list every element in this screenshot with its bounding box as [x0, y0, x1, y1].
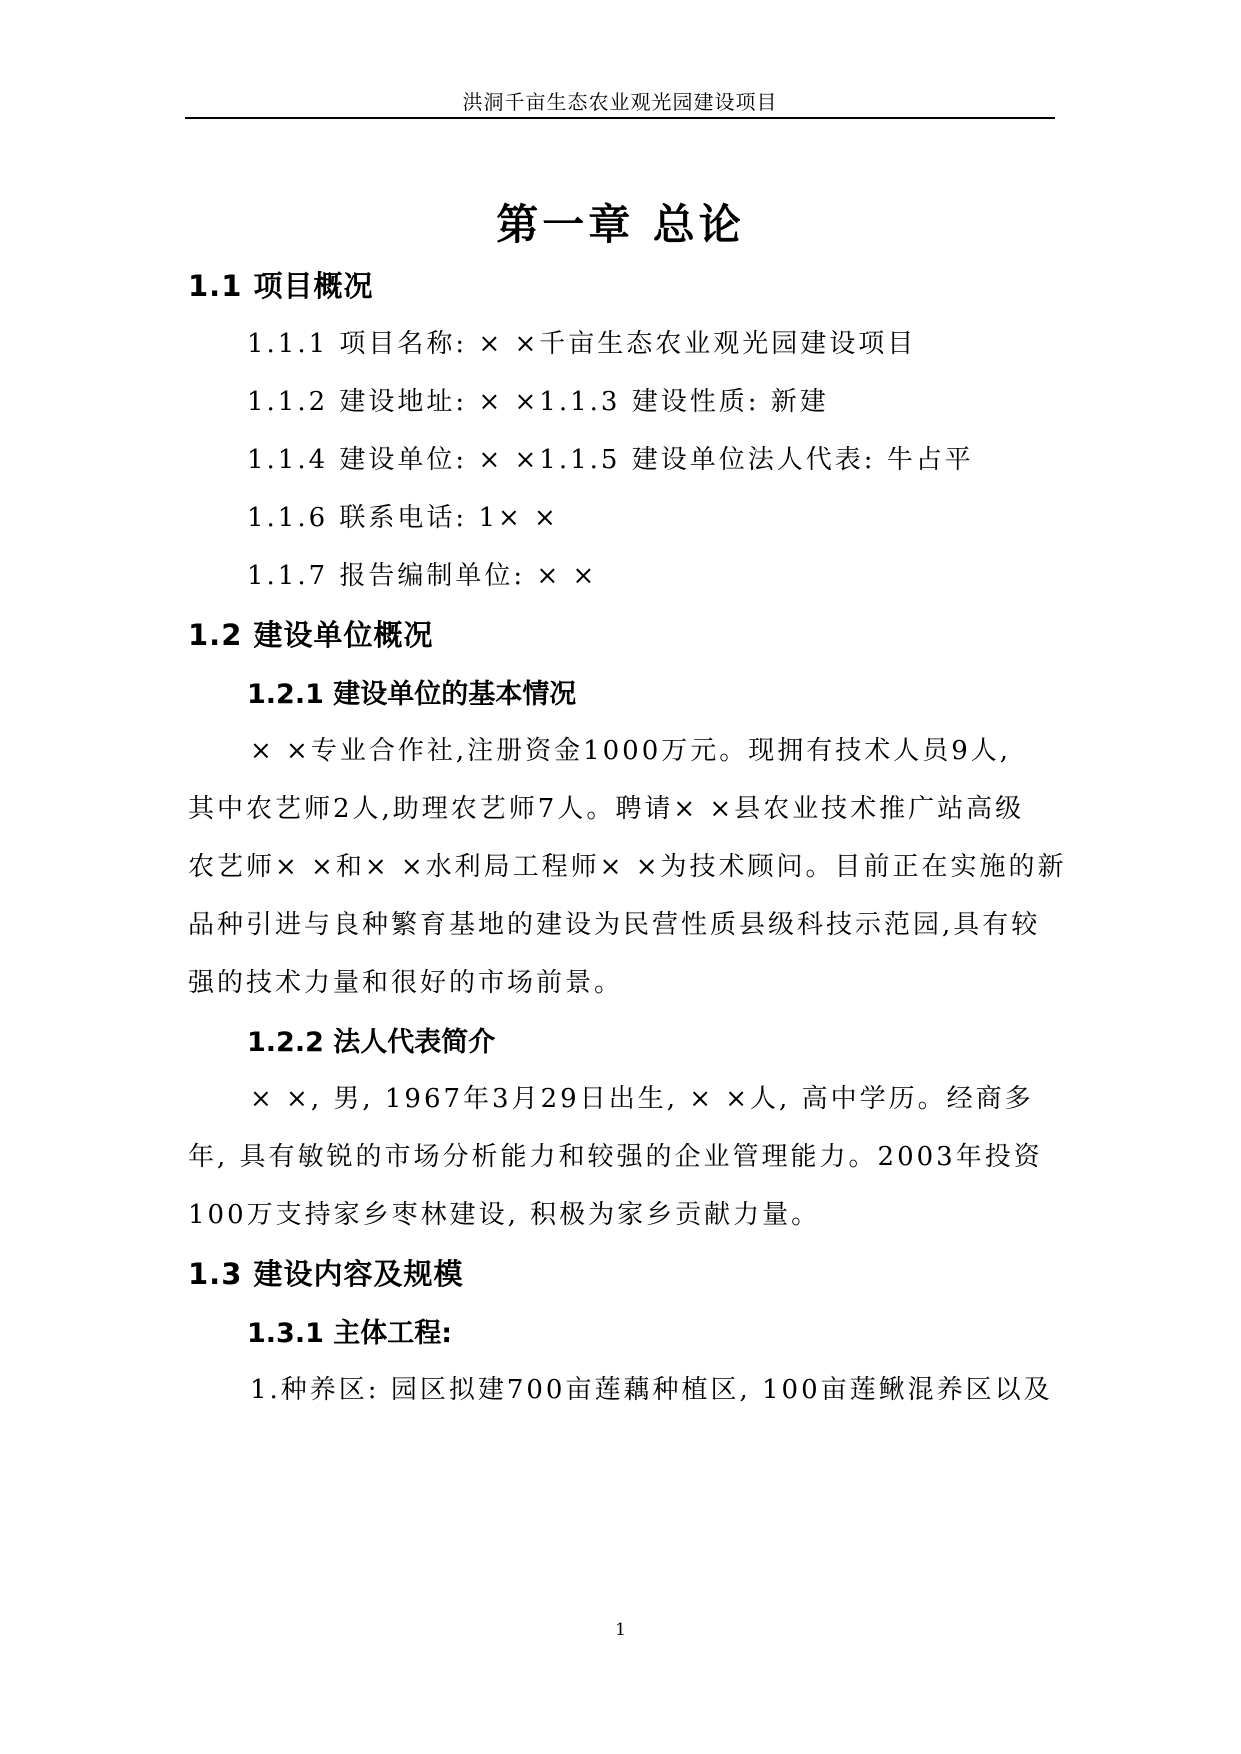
- item-1-1-4: 1.1.4 建设单位: × ×1.1.5 建设单位法人代表: 牛占平: [247, 445, 974, 475]
- running-header: 洪洞千亩生态农业观光园建设项目: [462, 90, 778, 114]
- item-1-1-7: 1.1.7 报告编制单位: × ×: [247, 561, 598, 591]
- section-heading-1-3: 1.3 建设内容及规模: [188, 1257, 464, 1291]
- item-1-1-1: 1.1.1 项目名称: × ×千亩生态农业观光园建设项目: [247, 329, 917, 359]
- item-1-1-6: 1.1.6 联系电话: 1× ×: [247, 503, 559, 533]
- page-number: 1: [615, 1620, 626, 1640]
- paragraph-line: × ×, 男, 1967年3月29日出生, × ×人, 高中学历。经商多: [250, 1084, 1034, 1114]
- subsection-heading-1-2-2: 1.2.2 法人代表简介: [247, 1027, 496, 1058]
- subsection-heading-1-3-1: 1.3.1 主体工程:: [247, 1318, 453, 1349]
- paragraph-line: 其中农艺师2人,助理农艺师7人。聘请× ×县农业技术推广站高级: [188, 794, 1025, 824]
- chapter-title: 第一章 总论: [496, 200, 745, 249]
- item-1-1-2: 1.1.2 建设地址: × ×1.1.3 建设性质: 新建: [247, 387, 829, 417]
- paragraph-line: 1.种养区: 园区拟建700亩莲藕种植区, 100亩莲鳅混养区以及: [250, 1375, 1053, 1405]
- subsection-heading-1-2-1: 1.2.1 建设单位的基本情况: [247, 679, 577, 710]
- paragraph-line: 农艺师× ×和× ×水利局工程师× ×为技术顾问。目前正在实施的新: [188, 852, 1067, 882]
- section-heading-1-1: 1.1 项目概况: [188, 269, 374, 303]
- paragraph-line: 年, 具有敏锐的市场分析能力和较强的企业管理能力。2003年投资: [188, 1142, 1043, 1172]
- header-rule: [185, 117, 1055, 119]
- paragraph-line: 品种引进与良种繁育基地的建设为民营性质县级科技示范园,具有较: [188, 910, 1041, 940]
- paragraph-line: × ×专业合作社,注册资金1000万元。现拥有技术人员9人,: [250, 736, 1012, 766]
- paragraph-line: 100万支持家乡枣林建设, 积极为家乡贡献力量。: [188, 1200, 821, 1230]
- paragraph-line: 强的技术力量和很好的市场前景。: [188, 968, 624, 998]
- section-heading-1-2: 1.2 建设单位概况: [188, 618, 434, 652]
